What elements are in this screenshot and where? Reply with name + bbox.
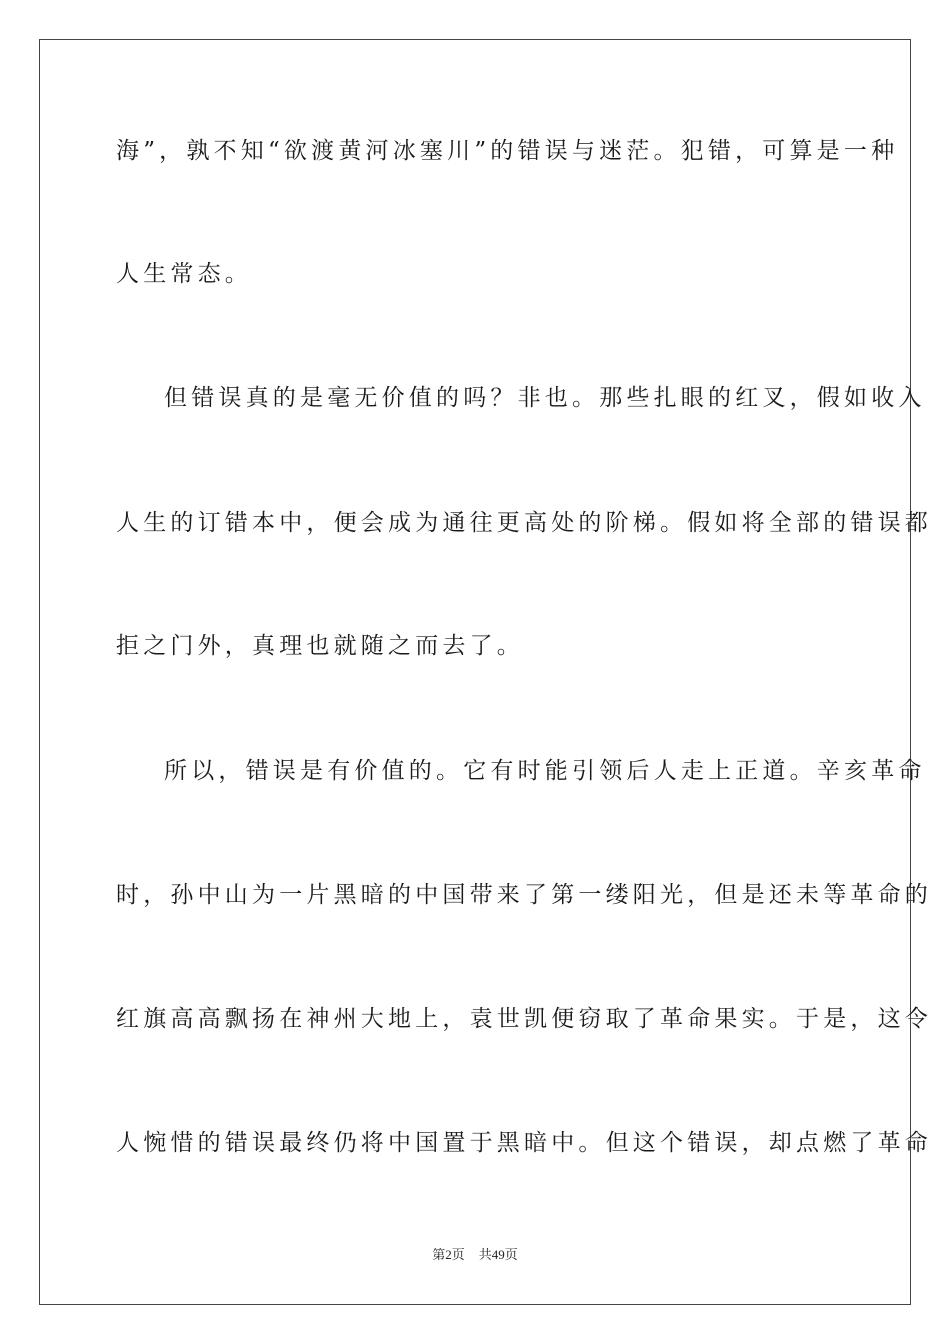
page-number: 第2页 (432, 1247, 465, 1262)
body-text-line: 海”，孰不知“欲渡黄河冰塞川”的错误与迷茫。犯错，可算是一种 (116, 138, 899, 164)
paragraph-first-line: 但错误真的是毫无价值的吗？非也。那些扎眼的红叉，假如收入 (164, 385, 926, 411)
body-text-line: 拒之门外，真理也就随之而去了。 (116, 633, 524, 659)
body-text-line: 红旗高高飘扬在神州大地上，袁世凯便窃取了革命果实。于是，这令 (116, 1006, 932, 1032)
body-text-line: 时，孙中山为一片黑暗的中国带来了第一缕阳光，但是还未等革命的 (116, 882, 932, 908)
page-footer (0, 1246, 950, 1264)
paragraph-first-line: 所以，错误是有价值的。它有时能引领后人走上正道。辛亥革命 (164, 758, 926, 784)
page-border (39, 39, 932, 1305)
body-text-line: 人惋惜的错误最终仍将中国置于黑暗中。但这个错误，却点燃了革命 (116, 1130, 932, 1156)
body-text-line: 人生的订错本中，便会成为通往更高处的阶梯。假如将全部的错误都 (116, 510, 932, 536)
page-total: 共49页 (478, 1247, 518, 1262)
body-text-line: 人生常态。 (116, 261, 252, 287)
